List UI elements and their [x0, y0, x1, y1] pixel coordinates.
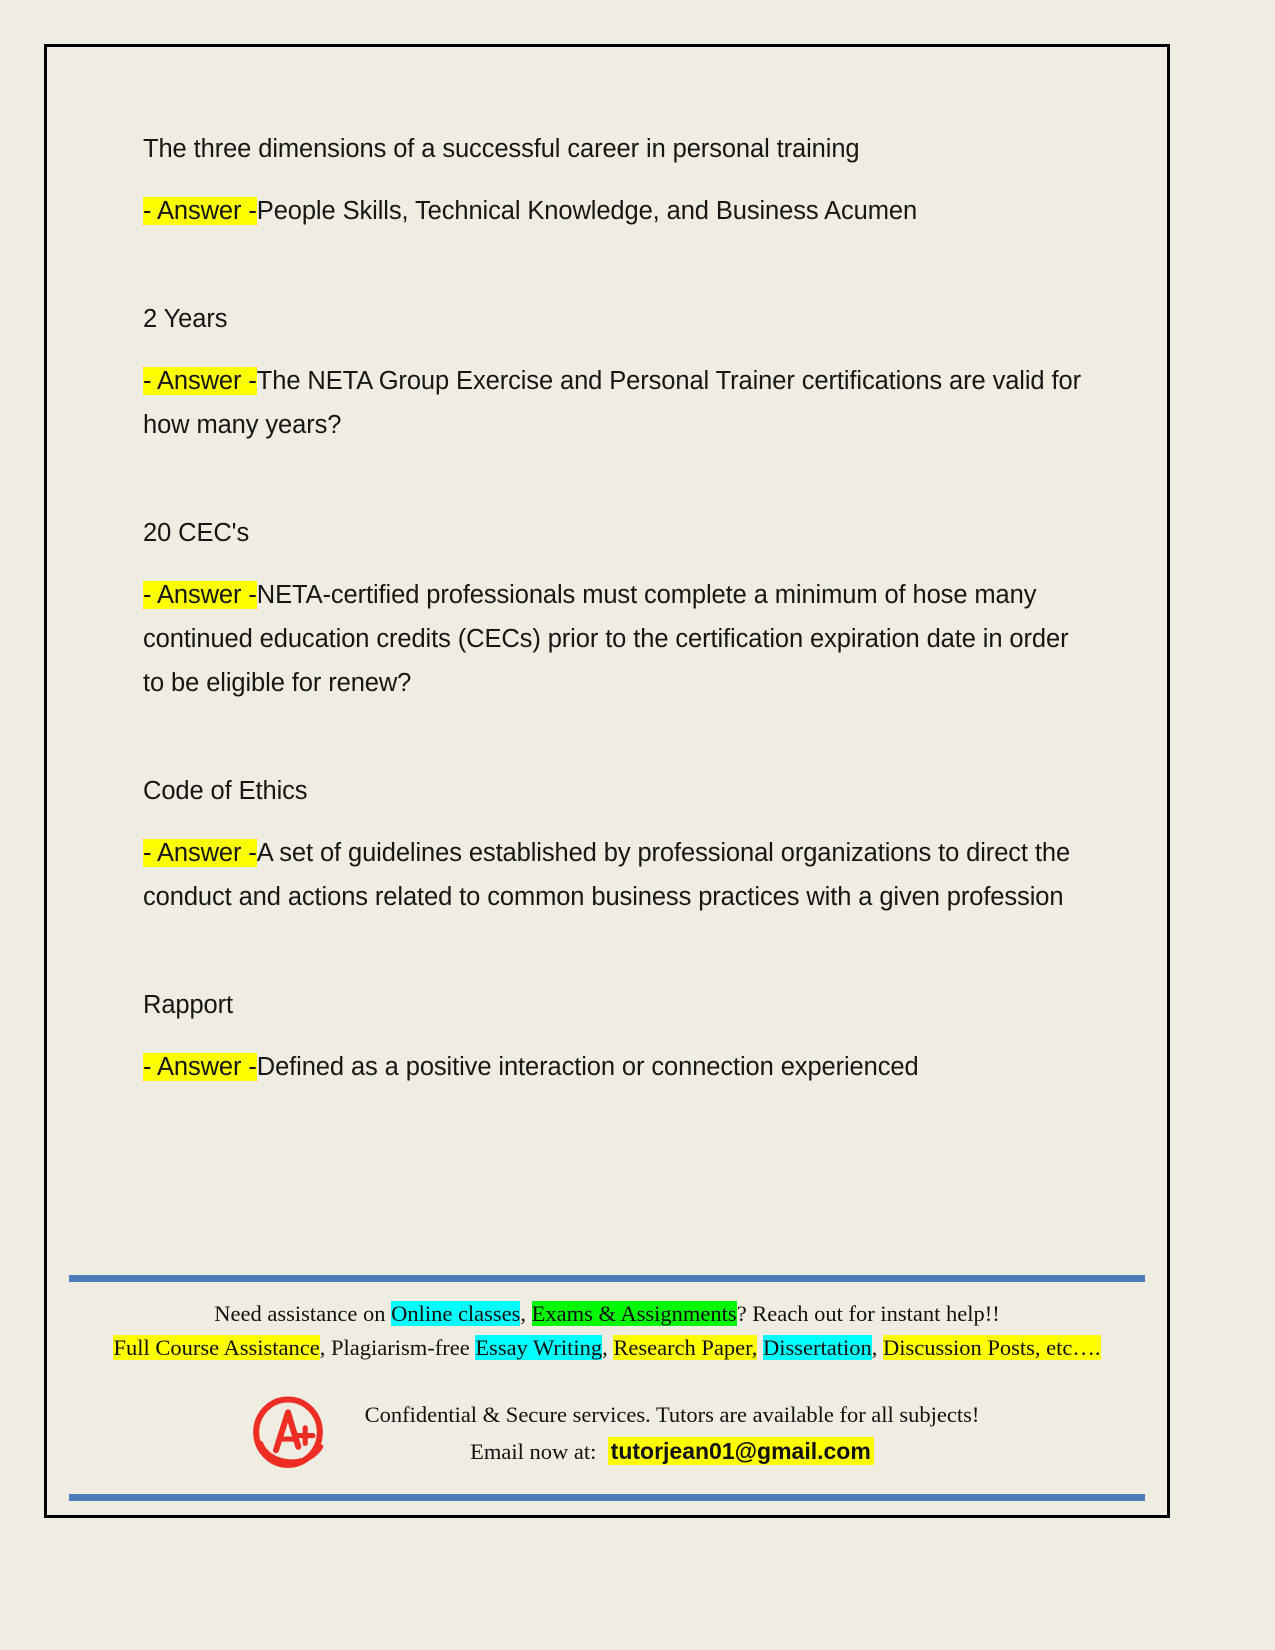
answer-label: - Answer -: [143, 1053, 257, 1081]
footer-email-line: [365, 1433, 980, 1470]
qa-block: [143, 127, 1083, 233]
answer-text: [143, 189, 1083, 233]
answer-text: [143, 1045, 1083, 1089]
footer-dissertation: Dissertation: [763, 1335, 872, 1360]
footer-advertisement: [69, 1275, 1145, 1501]
footer-contact-row: [69, 1390, 1145, 1476]
document-page: [44, 44, 1170, 1518]
footer-full-course-assistance: Full Course Assistance: [113, 1335, 320, 1360]
footer-line2-part1: , Plagiarism-free: [319, 1335, 476, 1360]
footer-online-classes: Online classes: [391, 1301, 521, 1326]
footer-essay-writing: Essay Writing: [475, 1335, 603, 1360]
footer-contact-block: [365, 1397, 980, 1470]
qa-block: [143, 769, 1083, 919]
answer-body: A set of guidelines established by professional organizations to direct the conduct and actions related to common business practices with a given profession: [143, 839, 1078, 911]
answer-body: Defined as a positive interaction or connection experienced: [256, 1053, 919, 1081]
question-text: Rapport: [143, 991, 234, 1019]
answer-label: - Answer -: [143, 197, 257, 225]
answer-label: - Answer -: [143, 581, 257, 609]
a-plus-grade-icon: [245, 1390, 331, 1476]
qa-block: [143, 511, 1083, 705]
qa-block: [143, 983, 1083, 1089]
answer-text: [143, 359, 1088, 447]
footer-line1-part1: Need assistance on: [214, 1301, 392, 1326]
question-text: 2 Years: [143, 305, 228, 333]
footer-email-address[interactable]: tutorjean01@gmail.com: [608, 1437, 874, 1465]
footer-line1-part3: ? Reach out for instant help!!: [736, 1301, 1000, 1326]
qa-block: [143, 297, 1088, 447]
footer-line2-part4: ,: [871, 1335, 883, 1360]
footer-discussion-posts: Discussion Posts, etc….: [883, 1335, 1101, 1360]
answer-body: NETA-certified professionals must complete a minimum of hose many continued education credits (CECs) prior to the certification expiration date in order to be eligible for renew?: [143, 581, 1076, 697]
footer-services-line: [69, 1298, 1145, 1330]
footer-exams-assignments: Exams & Assignments: [531, 1301, 737, 1326]
footer-email-label: Email now at:: [470, 1438, 597, 1464]
question-text: The three dimensions of a successful career in personal training: [143, 135, 860, 163]
study-notes-content: [143, 127, 1088, 1089]
footer-line1-part2: ,: [520, 1301, 532, 1326]
footer-research-paper: Research Paper,: [613, 1335, 758, 1360]
footer-offerings-line: [69, 1332, 1145, 1364]
answer-text: [143, 573, 1083, 705]
question-text: Code of Ethics: [143, 777, 308, 805]
answer-label: - Answer -: [143, 367, 257, 395]
divider-top: [69, 1275, 1145, 1282]
footer-line2-part2: ,: [602, 1335, 614, 1360]
answer-body: People Skills, Technical Knowledge, and Business Acumen: [256, 197, 918, 225]
question-text: 20 CEC's: [143, 519, 250, 547]
divider-bottom: [69, 1494, 1145, 1501]
answer-label: - Answer -: [143, 839, 257, 867]
answer-text: [143, 831, 1083, 919]
answer-body: The NETA Group Exercise and Personal Trainer certifications are valid for how many years?: [143, 367, 1088, 439]
footer-confidential-text: Confidential & Secure services. Tutors are available for all subjects!: [364, 1401, 980, 1427]
